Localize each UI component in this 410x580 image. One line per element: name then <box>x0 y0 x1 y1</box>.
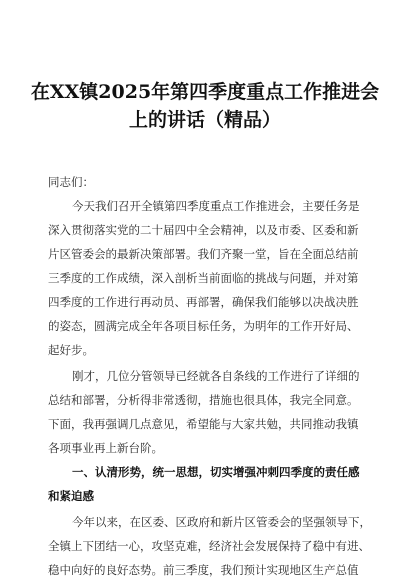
paragraph-2-line-2: 总结和部署，分析得非常透彻，措施也很具体，我完全同意。 <box>48 393 359 407</box>
paragraph-2-line-4: 各项事业再上新台阶。 <box>48 441 163 455</box>
paragraph-1-line-6: 的姿态，圆满完成全年各项目标任务，为明年的工作开好局、 <box>48 319 359 333</box>
document-title-line-1: 在XX镇2025年第四季度重点工作推进会 <box>30 81 380 103</box>
paragraph-1-line-5: 四季度的工作进行再动员、再部署，确保我们能够以决战决胜 <box>48 295 359 309</box>
paragraph-3-line-1: 今年以来，在区委、区政府和新片区管委会的坚强领导下， <box>72 515 371 529</box>
paragraph-3-line-3: 稳中向好的良好态势。前三季度，我们预计实现地区生产总值 <box>48 563 359 577</box>
paragraph-2-line-1: 刚才，几位分管领导已经就各自条线的工作进行了详细的 <box>72 369 360 383</box>
paragraph-2-line-3: 下面，我再强调几点意见，希望能与大家共勉，共同推动我镇 <box>48 417 359 431</box>
document-title-line-2: 上的讲话（精品） <box>128 109 281 131</box>
paragraph-1-line-4: 三季度的工作成绩，深入剖析当前面临的挑战与问题，并对第 <box>48 271 359 285</box>
section-heading-line-2: 和紧迫感 <box>48 489 94 503</box>
paragraph-1-line-1: 今天我们召开全镇第四季度重点工作推进会，主要任务是 <box>72 199 360 213</box>
section-heading-line-1: 一、认清形势，统一思想，切实增强冲刺四季度的责任感 <box>72 465 360 479</box>
paragraph-1-line-3: 片区管委会的最新决策部署。我们齐聚一堂，旨在全面总结前 <box>48 247 359 261</box>
paragraph-1-line-2: 深入贯彻落实党的二十届四中全会精神，以及市委、区委和新 <box>48 223 359 237</box>
salutation: 同志们： <box>48 175 94 189</box>
paragraph-3-line-2: 全镇上下团结一心，攻坚克难，经济社会发展保持了稳中有进、 <box>48 539 370 553</box>
paragraph-1-line-7: 起好步。 <box>48 343 94 357</box>
